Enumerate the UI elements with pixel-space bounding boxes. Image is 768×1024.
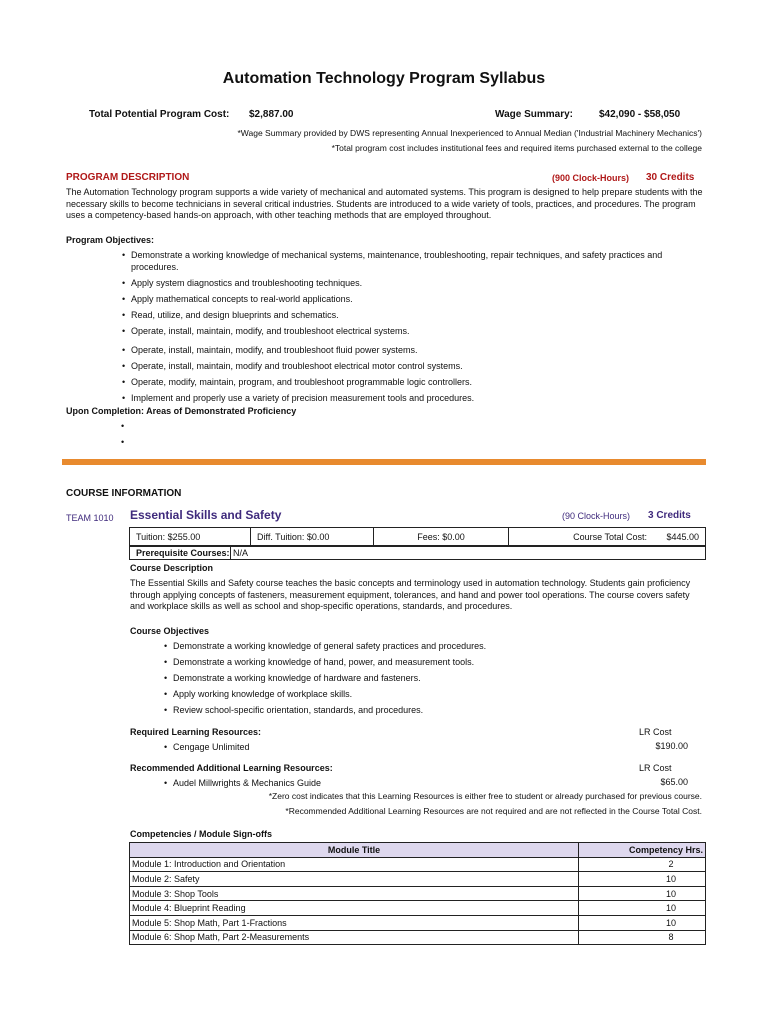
- table-row: [130, 886, 706, 901]
- course-info-heading: COURSE INFORMATION: [66, 488, 182, 499]
- prereq-table: [129, 546, 706, 560]
- section-divider: [62, 459, 706, 465]
- competency-hrs-header: Competency Hrs.: [579, 843, 706, 858]
- recommended-lr-cost: $65.00: [660, 777, 688, 787]
- table-row: [130, 930, 706, 945]
- required-lr-cost: $190.00: [655, 741, 688, 751]
- list-item: • Operate, install, maintain, modify and troubleshoot electrical motor control systems.: [131, 360, 706, 372]
- list-item: • Apply working knowledge of workplace skills.: [173, 688, 706, 700]
- wage-value: $42,090 - $58,050: [599, 109, 681, 120]
- course-description: The Essential Skills and Safety course teaches the basic concepts and terminology used in automation technology. Students gain proficiency through applying concepts of fasteners, measurement equipment, tolerances, and hand and power tool operations. The course covers safety and workplace skills as well as school and shop-specific operations, standards, and procedures.: [130, 578, 691, 611]
- list-item: • Demonstrate a working knowledge of hand, power, and measurement tools.: [173, 656, 706, 668]
- prereq-label: Prerequisite Courses:: [130, 547, 231, 560]
- course-cost-table: [129, 527, 706, 546]
- module-title: Module 2: Safety: [130, 872, 579, 887]
- total-cost-value: $445.00: [666, 531, 699, 542]
- program-credits: 30 Credits: [646, 172, 695, 183]
- required-resources-list: [173, 741, 473, 753]
- course-objectives-heading: Course Objectives: [130, 626, 210, 636]
- module-hrs: 2: [579, 857, 706, 872]
- list-item: • Operate, modify, maintain, program, and troubleshoot programmable logic controllers.: [131, 376, 706, 388]
- zero-cost-note: *Zero cost indicates that this Learning Resources is either free to student or already purchased for previous course.: [268, 791, 702, 801]
- list-item: • Cengage Unlimited: [173, 741, 473, 753]
- recommended-lr-cost-label: LR Cost: [639, 763, 672, 773]
- empty-bullet: •: [121, 421, 125, 431]
- wage-label: Wage Summary:: [495, 109, 573, 120]
- required-resources-heading: Required Learning Resources:: [130, 727, 262, 737]
- table-row: [130, 915, 706, 930]
- cost-note: *Total program cost includes institutional fees and required items purchased external to the college: [331, 143, 702, 153]
- course-description-heading: Course Description: [130, 563, 214, 573]
- completion-heading: Upon Completion: Areas of Demonstrated Proficiency: [66, 406, 297, 416]
- program-description-heading: PROGRAM DESCRIPTION: [66, 172, 190, 183]
- list-item: • Review school-specific orientation, standards, and procedures.: [173, 704, 706, 716]
- cost-label: Total Potential Program Cost:: [89, 109, 230, 120]
- diff-tuition-cell: Diff. Tuition: $0.00: [251, 528, 374, 546]
- program-objectives-list: [131, 249, 706, 404]
- recommended-resources-list: [173, 777, 473, 789]
- recommended-resources-heading: Recommended Additional Learning Resources:: [130, 763, 333, 773]
- competencies-heading: Competencies / Module Sign-offs: [130, 829, 273, 839]
- recommended-note: *Recommended Additional Learning Resources are not required and are not reflected in the Course Total Cost.: [285, 806, 702, 816]
- prereq-value: N/A: [231, 547, 706, 560]
- total-cost-cell: [509, 528, 706, 546]
- module-title: Module 6: Shop Math, Part 2-Measurements: [130, 930, 579, 945]
- list-item: • Operate, install, maintain, modify, and troubleshoot electrical systems.: [131, 325, 706, 337]
- modules-table: [129, 842, 706, 945]
- list-item: • Apply system diagnostics and troubleshooting techniques.: [131, 277, 706, 289]
- empty-bullet: •: [121, 437, 125, 447]
- required-lr-cost-label: LR Cost: [639, 727, 672, 737]
- program-hours: (900 Clock-Hours): [552, 173, 630, 183]
- module-hrs: 10: [579, 901, 706, 916]
- module-hrs: 8: [579, 930, 706, 945]
- list-item: • Demonstrate a working knowledge of general safety practices and procedures.: [173, 640, 706, 652]
- cost-value: $2,887.00: [249, 109, 294, 120]
- module-title: Module 4: Blueprint Reading: [130, 901, 579, 916]
- course-hours: (90 Clock-Hours): [562, 511, 631, 521]
- table-row: [130, 872, 706, 887]
- course-credits: 3 Credits: [648, 510, 691, 521]
- program-objectives-heading: Program Objectives:: [66, 235, 155, 245]
- module-hrs: 10: [579, 886, 706, 901]
- list-item: • Operate, install, maintain, modify, and troubleshoot fluid power systems.: [131, 344, 706, 356]
- program-description: The Automation Technology program supports a wide variety of mechanical and automated systems. This program is designed to help prepare students with the necessary skills to become technicians in several critical industries. Students are introduced to a wide variety of tools, practices, and procedures. The program uses a competency-based hands-on approach, with other teaching methods that are employed throughout.: [66, 187, 703, 220]
- module-title-header: Module Title: [130, 843, 579, 858]
- module-hrs: 10: [579, 872, 706, 887]
- list-item: • Implement and properly use a variety of precision measurement tools and procedures.: [131, 392, 706, 404]
- course-objectives-list: [173, 640, 706, 716]
- page-title: Automation Technology Program Syllabus: [222, 70, 546, 87]
- module-title: Module 1: Introduction and Orientation: [130, 857, 579, 872]
- module-hrs: 10: [579, 915, 706, 930]
- list-item: • Apply mathematical concepts to real-world applications.: [131, 293, 706, 305]
- total-cost-label: Course Total Cost:: [573, 531, 647, 542]
- list-item: • Read, utilize, and design blueprints and schematics.: [131, 309, 706, 321]
- list-item: • Demonstrate a working knowledge of hardware and fasteners.: [173, 672, 706, 684]
- wage-note: *Wage Summary provided by DWS representing Annual Inexperienced to Annual Median ('Industrial Machinery Mechanics'): [237, 128, 702, 138]
- table-row: [130, 901, 706, 916]
- list-item: • Demonstrate a working knowledge of mechanical systems, maintenance, troubleshooting, repair techniques, and safety practices and procedures.: [131, 249, 706, 273]
- tuition-cell: Tuition: $255.00: [130, 528, 251, 546]
- fees-cell: Fees: $0.00: [374, 528, 509, 546]
- course-code: TEAM 1010: [66, 513, 114, 523]
- module-title: Module 5: Shop Math, Part 1-Fractions: [130, 915, 579, 930]
- list-item: • Audel Millwrights & Mechanics Guide: [173, 777, 473, 789]
- table-row: [130, 857, 706, 872]
- course-name: Essential Skills and Safety: [130, 508, 282, 522]
- module-title: Module 3: Shop Tools: [130, 886, 579, 901]
